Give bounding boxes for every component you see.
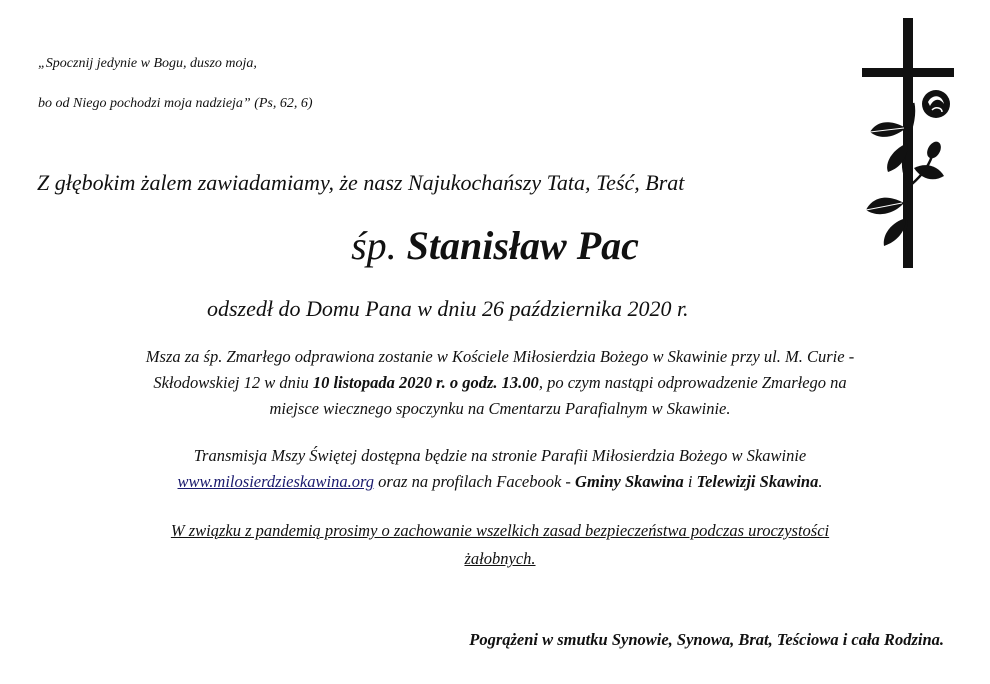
broadcast-line-2 [20,469,980,495]
bible-quote [38,44,313,124]
family-signature: Pogrążeni w smutku Synowie, Synowa, Brat, Teściowa i cała Rodzina. [469,630,944,649]
notice-line-1: W związku z pandemią prosimy o zachowanie wszelkich zasad bezpieczeństwa podczas uroczystości [170,521,830,540]
parish-website-link[interactable]: www.milosierdzieskawina.org [177,472,375,491]
mass-line-2 [20,370,980,396]
broadcast-line-1: Transmisja Mszy Świętej dostępna będzie na stronie Parafii Miłosierdzia Bożego w Skawinie [193,446,807,465]
intro-text: Z głębokim żalem zawiadamiamy, że nasz Najukochańszy Tata, Teść, Brat [37,170,685,195]
mass-line-1: Msza za śp. Zmarłego odprawiona zostanie w Kościele Miłosierdzia Bożego w Skawinie przy ul. M. Curie - [145,347,855,366]
facebook-tv: Telewizji Skawina [696,472,819,491]
mass-line-3: miejsce wiecznego spoczynku na Cmentarzu Parafialnym w Skawinie. [269,399,731,418]
quote-line-2: bo od Niego pochodzi moja nadzieja” (Ps, 62, 6) [38,96,313,111]
broadcast-mid: oraz na profilach Facebook - [374,472,576,491]
mass-line-2-pre: Skłodowskiej 12 w dniu [153,373,313,392]
deceased-name: Stanisław Pac [406,223,639,268]
mass-date-time: 10 listopada 2020 r. o godz. 13.00 [312,373,539,392]
mass-info [20,344,980,422]
name-prefix: śp. [351,223,397,268]
death-date-line: odszedł do Domu Pana w dniu 26 października 2020 r. [207,296,689,321]
deceased-name-line [0,222,990,269]
facebook-gmina: Gminy Skawina [575,472,684,491]
pandemic-notice [20,517,980,573]
mass-line-2-post: , po czym nastąpi odprowadzenie Zmarłego na [538,373,847,392]
cross-with-rose-icon [858,18,958,270]
broadcast-end: . [818,472,823,491]
quote-line-1: „Spocznij jedynie w Bogu, duszo moja, [38,56,257,71]
broadcast-info [20,443,980,495]
notice-line-2: żałobnych. [464,549,536,568]
broadcast-and: i [683,472,697,491]
